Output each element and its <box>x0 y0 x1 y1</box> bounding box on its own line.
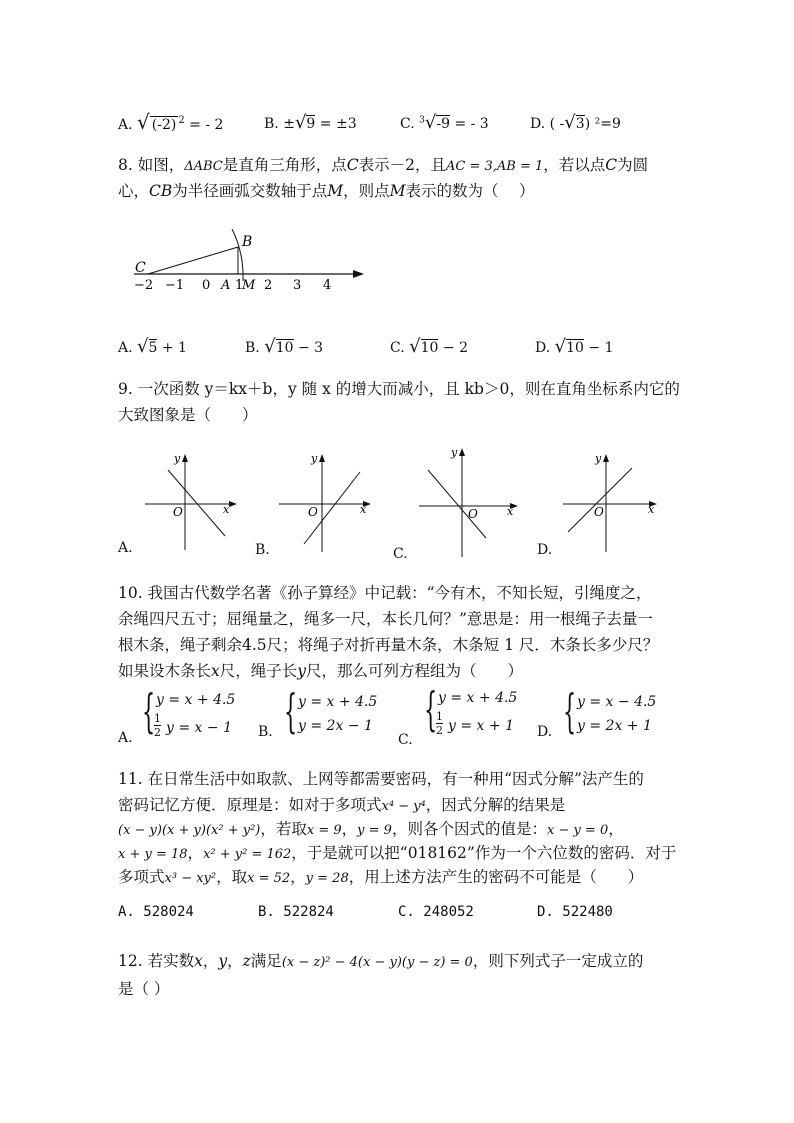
origin-label: O <box>468 507 478 521</box>
q8-option-c <box>390 336 468 357</box>
option-label: A. <box>118 340 133 356</box>
q9-graph-d <box>558 448 662 556</box>
equation-1: y = x − 4.5 <box>577 694 657 710</box>
q7-option-a <box>118 110 223 134</box>
text: 满足 <box>250 952 282 970</box>
math: (x − z)² − 4(x − y)(y − z) = 0 <box>281 955 473 970</box>
option-label: B. <box>264 116 279 132</box>
origin-label: O <box>308 505 318 519</box>
math: M <box>389 182 406 200</box>
tick-label: 0 <box>202 278 211 293</box>
brace-icon: { <box>424 682 438 736</box>
sqrt-icon: √ <box>137 336 149 357</box>
math: C <box>346 156 359 174</box>
q9-option-b-label: B. <box>255 542 270 558</box>
text: ，则下列式子一定成立的 <box>472 952 644 970</box>
q12-line-2: 是（ ） <box>118 980 170 998</box>
axis-x-label: x <box>360 503 367 516</box>
q11-line-3 <box>118 818 624 842</box>
q8-number-line-figure <box>120 225 380 300</box>
q7-option-b <box>264 112 357 133</box>
q8-line-2 <box>118 180 534 202</box>
text: 表示－2，且 <box>358 156 447 174</box>
denominator: 2 <box>154 726 161 739</box>
math: M <box>327 182 344 200</box>
option-label: D. <box>535 340 551 356</box>
q11-option-b: B. 522824 <box>258 904 334 920</box>
text: ， <box>341 820 358 838</box>
math: x <box>194 952 203 970</box>
q8-option-d <box>535 336 614 357</box>
sqrt-icon: √ <box>264 336 276 357</box>
brace-icon: { <box>142 684 156 738</box>
q9-graph-c <box>414 442 522 560</box>
q10-line-3: 根木条，绳子剩余4.5尺；将绳子对折再量木条，木条短 1 尺．木条长多少尺？ <box>118 636 659 654</box>
axis-x-label: x <box>507 505 514 518</box>
axis-x-label: x <box>223 503 230 516</box>
q7-option-d <box>530 112 621 133</box>
q11-option-c: C. 248052 <box>398 904 474 920</box>
q8-option-b <box>245 336 323 357</box>
q9-line-2: 大致图象是（ ） <box>118 406 258 424</box>
text: 心， <box>118 182 150 200</box>
radicand: 3 <box>575 116 585 132</box>
arrow-icon <box>229 501 237 507</box>
fraction <box>154 712 161 739</box>
math: x² + y² = 162 <box>203 847 292 862</box>
radicand: 9 <box>306 116 316 132</box>
function-line <box>168 470 225 536</box>
segment-cb <box>148 247 238 274</box>
math: x⁴ − y⁴ <box>381 799 426 814</box>
equation-1: y = x + 4.5 <box>298 694 378 710</box>
text: ， <box>608 820 624 838</box>
option-label: C. <box>400 116 415 132</box>
tick-label: −2 <box>134 278 154 293</box>
text: 为半径画弧交数轴于点 <box>172 182 328 200</box>
arrow-icon <box>603 454 609 462</box>
text: ， <box>202 952 219 970</box>
axis-y-label: y <box>451 446 458 459</box>
q10-line-4 <box>118 660 523 682</box>
q9-line-1: 9. 一次函数 y＝kx＋b，y 随 x 的增大而减小，且 kb＞0，则在直角坐标系内它的 <box>118 380 680 398</box>
q11-option-d: D. 522480 <box>537 904 613 920</box>
numerator: 1 <box>154 712 161 725</box>
arrow-icon <box>319 454 325 462</box>
text: 8. 如图， <box>118 156 185 174</box>
label-m: M <box>242 278 256 293</box>
rest: − 1 <box>588 340 614 356</box>
text: ，因式分解的结果是 <box>425 796 566 814</box>
radicand: 5 <box>148 340 158 356</box>
q12-line-1 <box>118 950 643 974</box>
sqrt-icon: √ <box>137 110 150 134</box>
label-c: C <box>135 260 146 276</box>
rest: + 1 <box>161 340 187 356</box>
option-label: C. <box>398 732 413 748</box>
equation-1: y = x + 4.5 <box>438 690 518 706</box>
equation-2: y = x − 1 <box>166 720 232 736</box>
tick-label: 2 <box>264 278 273 293</box>
q9-graph-a <box>140 448 240 553</box>
math: CB <box>149 182 173 200</box>
math: C <box>605 156 618 174</box>
math: y <box>297 662 307 680</box>
tick-label: 1 <box>235 278 244 293</box>
axis-y-label: y <box>311 452 318 465</box>
rhs: = ±3 <box>319 116 357 132</box>
text: ，于是就可以把“018162”作为一个六位数的密码．对于 <box>291 844 677 862</box>
q10-option-b <box>258 684 388 746</box>
q11-option-a: A. 528024 <box>118 904 194 920</box>
text: ，则点 <box>343 182 390 200</box>
label-b: B <box>242 234 253 250</box>
q10-option-d <box>537 684 667 746</box>
q9-option-c-label: C. <box>393 546 408 562</box>
math: y = 9 <box>357 823 392 838</box>
sqrt-icon: √ <box>424 112 437 133</box>
axis-x-label: x <box>648 503 655 516</box>
arrow-icon <box>182 454 188 462</box>
numerator: 1 <box>436 710 443 723</box>
plus-minus: ± <box>283 116 295 132</box>
option-label: A. <box>118 117 133 133</box>
option-label: C. <box>390 340 405 356</box>
q7-option-c <box>400 112 489 133</box>
q8-option-a <box>118 336 187 357</box>
denominator: 2 <box>436 724 443 737</box>
option-label: B. <box>245 340 260 356</box>
q11-line-2 <box>118 794 565 818</box>
radicand: (-2) <box>151 117 177 133</box>
sqrt-icon: √ <box>564 112 576 133</box>
text: 尺，那么可列方程组为（ ） <box>306 662 524 680</box>
sqrt-icon: √ <box>409 336 421 357</box>
rest: − 3 <box>297 340 324 356</box>
arrow-icon <box>459 448 465 456</box>
equation-2: y = 2x + 1 <box>577 718 652 734</box>
math: ΔABC <box>184 159 223 174</box>
math: x + y = 18 <box>118 847 188 862</box>
rhs: = - 2 <box>189 117 224 133</box>
text: 是直角三角形，点 <box>222 156 347 174</box>
text: 为圆 <box>617 156 649 174</box>
q10-line-2: 余绳四尺五寸；屈绳量之，绳多一尺，本长几何？”意思是：用一根绳子去量一 <box>118 610 653 628</box>
rest: − 2 <box>442 340 468 356</box>
text: 表示的数为（ ） <box>405 182 535 200</box>
origin-label: O <box>594 505 604 519</box>
text: ， <box>227 952 243 970</box>
exponent: 2 <box>178 115 185 127</box>
q11-line-4 <box>118 842 676 866</box>
label-a: A <box>221 278 231 293</box>
q10-option-a <box>118 684 248 746</box>
tick-label: 3 <box>293 278 302 293</box>
text: ，若取 <box>260 820 307 838</box>
math: x − y = 0 <box>546 823 609 838</box>
math: x³ − xy² <box>164 871 217 886</box>
radicand: 10 <box>566 340 584 356</box>
equation-2: y = x + 1 <box>448 718 514 734</box>
text: 密码记忆方便．原理是：如对于多项式 <box>118 796 382 814</box>
math: x = 52 <box>247 871 291 886</box>
math: x <box>211 662 220 680</box>
math: (x − y)(x + y)(x² + y²) <box>118 823 261 838</box>
fraction <box>436 710 443 737</box>
tick-label: −1 <box>165 278 185 293</box>
text: 12. 若实数 <box>118 952 195 970</box>
option-label: B. <box>258 724 273 740</box>
q11-line-1: 11. 在日常生活中如取款、上网等都需要密码，有一种用“因式分解”法产生的 <box>118 770 644 788</box>
q8-line-1 <box>118 154 648 178</box>
math: z <box>242 952 251 970</box>
text: 如果设木条长 <box>118 662 212 680</box>
axis-y-label: y <box>174 452 181 465</box>
q9-graph-b <box>274 448 374 556</box>
text: ，则各个因式的值是： <box>391 820 547 838</box>
text: ，用上述方法产生的密码不可能是（ ） <box>348 868 644 886</box>
math: y = 28 <box>305 871 349 886</box>
radicand: 10 <box>420 340 439 356</box>
option-label: D. <box>537 724 553 740</box>
text: 尺，绳子长 <box>219 662 298 680</box>
text: ， <box>290 868 306 886</box>
option-label: A. <box>118 730 133 746</box>
q10-option-c <box>398 682 528 748</box>
q11-line-5 <box>118 866 643 890</box>
math: x = 9 <box>306 823 342 838</box>
sqrt-icon: √ <box>294 112 307 133</box>
text: ，取 <box>216 868 248 886</box>
equation-2: y = 2x − 1 <box>298 718 373 734</box>
option-label: D. <box>530 116 546 132</box>
function-line <box>568 468 632 532</box>
tick-label: 4 <box>323 278 332 293</box>
sqrt-icon: √ <box>554 336 567 357</box>
origin-label: O <box>173 505 183 519</box>
radicand: 10 <box>275 340 294 356</box>
rhs: = - 3 <box>454 116 489 132</box>
radicand: -9 <box>436 116 450 132</box>
math: y <box>218 952 228 970</box>
math: AC = 3,AB = 1 <box>446 159 544 174</box>
rhs: ) ²=9 <box>584 116 621 132</box>
root-index: 3 <box>419 115 425 126</box>
lparen: ( - <box>549 116 565 132</box>
arrow-head-icon <box>353 270 364 278</box>
text: ，若以点 <box>543 156 606 174</box>
brace-icon: { <box>563 684 577 738</box>
text: 多项式 <box>118 868 165 886</box>
axis-y-label: y <box>595 452 602 465</box>
function-line <box>428 470 486 538</box>
q9-option-a-label: A. <box>118 540 133 556</box>
text: ， <box>187 844 204 862</box>
brace-icon: { <box>284 684 298 738</box>
q10-line-1: 10. 我国古代数学名著《孙子算经》中记载：“今有木，不知长短，引绳度之， <box>118 584 652 602</box>
q9-option-d-label: D. <box>537 542 553 558</box>
equation-1: y = x + 4.5 <box>156 692 236 708</box>
